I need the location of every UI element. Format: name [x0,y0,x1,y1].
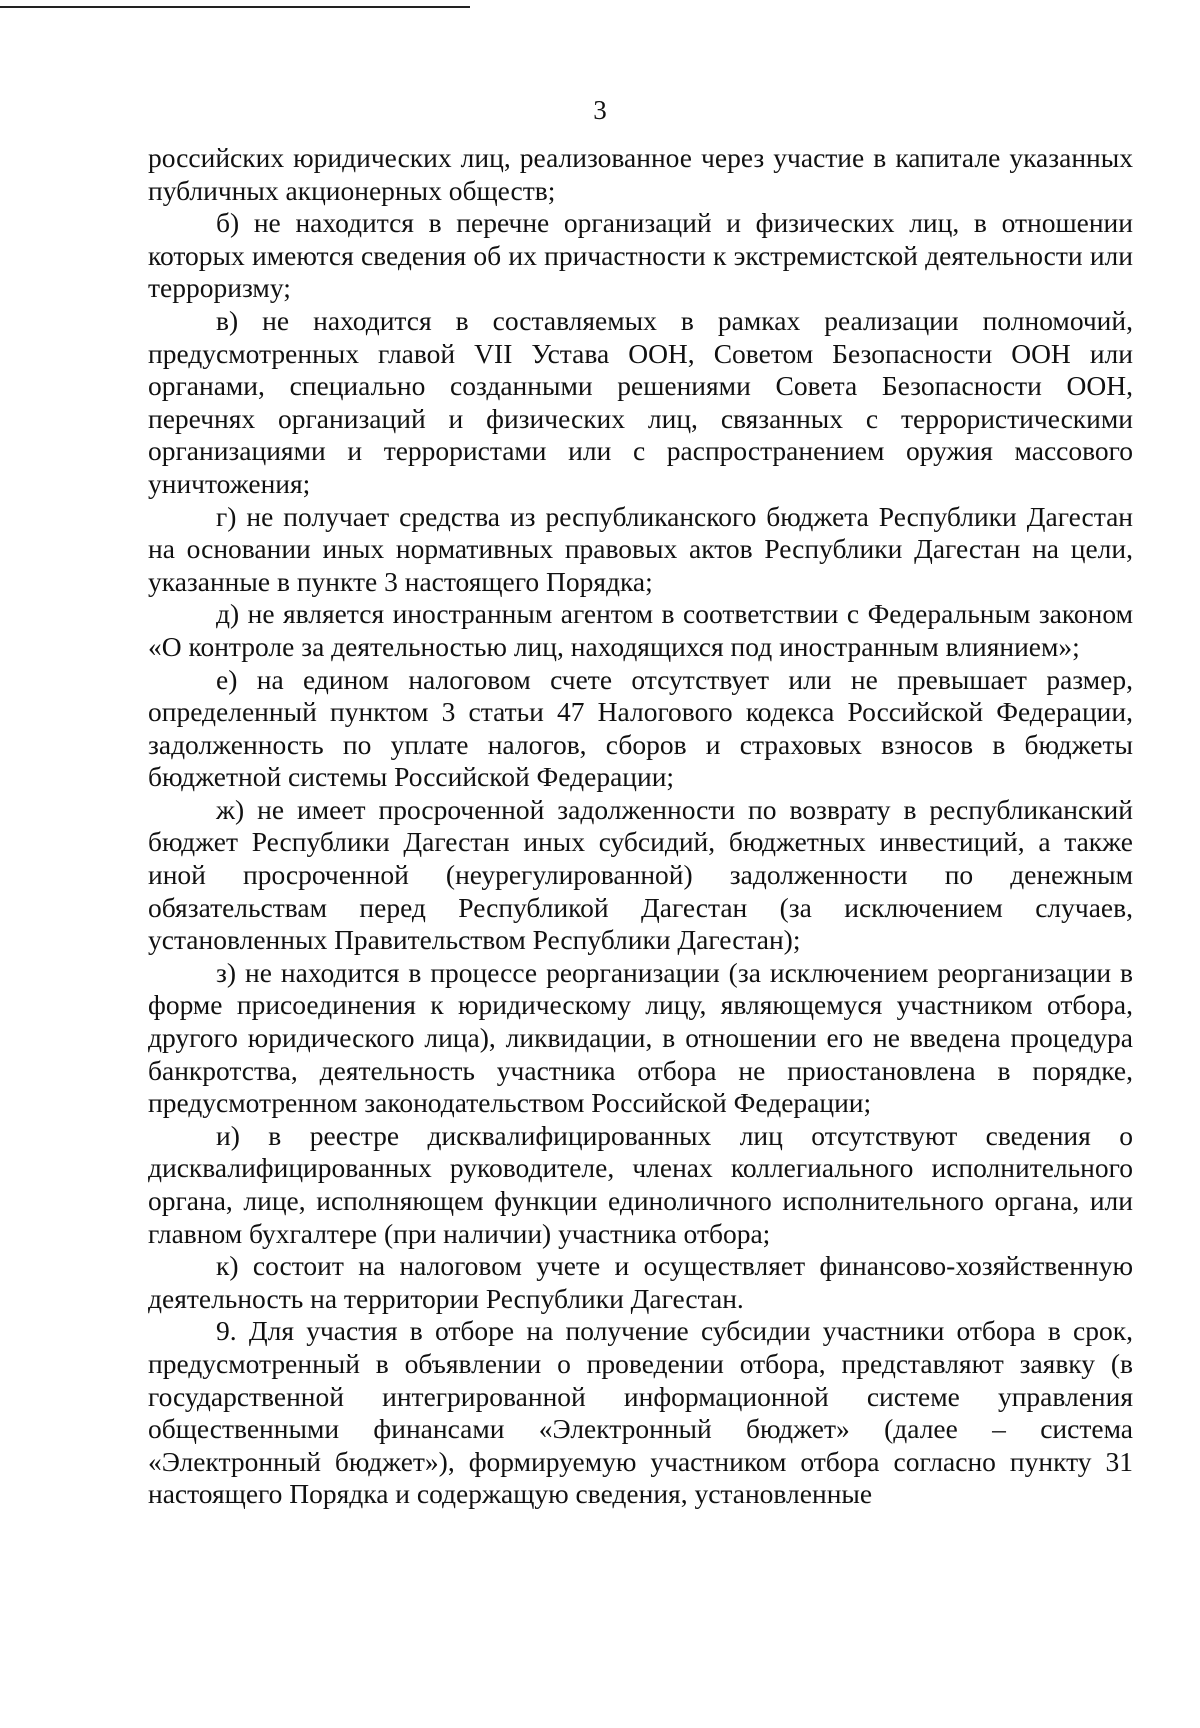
paragraph-item-v: в) не находится в составляемых в рамках реализации полномочий, предусмотренных главой VII Устава ООН, Советом Безопасности ООН или органами, специально созданными решениями Совета Безопасности ООН, перечнях организаций и физических лиц, связанных с террористическими организациями и террористами или с распространением оружия массового уничтожения; [148,304,1133,499]
page-number: 3 [593,95,607,125]
top-border-line [0,6,470,8]
paragraph-item-g: г) не получает средства из республиканского бюджета Республики Дагестан на основании иных нормативных правовых актов Республики Дагестан на цели, указанные в пункте 3 настоящего Порядка; [148,500,1133,597]
paragraph-item-e: е) на едином налоговом счете отсутствует или не превышает размер, определенный пунктом 3 статьи 47 Налогового кодекса Российской Федерации, задолженность по уплате налогов, сборов и страховых взносов в бюджеты бюджетной системы Российской Федерации; [148,663,1133,793]
paragraph-item-zh: ж) не имеет просроченной задолженности по возврату в республиканский бюджет Республики Дагестан иных субсидий, бюджетных инвестиций, а также иной просроченной (неурегулированной) задолженности по денежным обязательствам перед Республикой Дагестан (за исключением случаев, установленных Правительством Республики Дагестан); [148,793,1133,956]
paragraph-item-d: д) не является иностранным агентом в соответствии с Федеральным законом «О контроле за деятельностью лиц, находящихся под иностранным влиянием»; [148,598,1133,662]
document-body [148,142,1133,1511]
paragraph-continuation: российских юридических лиц, реализованное через участие в капитале указанных публичных акционерных обществ; [148,142,1133,206]
paragraph-item-b: б) не находится в перечне организаций и физических лиц, в отношении которых имеются сведения об их причастности к экстремистской деятельности или терроризму; [148,207,1133,304]
paragraph-clause-9: 9. Для участия в отборе на получение субсидии участники отбора в срок, предусмотренный в объявлении о проведении отбора, представляют заявку (в государственной интегрированной информационной системе управления общественными финансами «Электронный бюджет» (далее – система «Электронный бюджет»), формируемую участником отбора согласно пункту 31 настоящего Порядка и содержащую сведения, установленные [148,1315,1133,1510]
paragraph-item-k: к) состоит на налоговом учете и осуществляет финансово-хозяйственную деятельность на территории Республики Дагестан. [148,1250,1133,1314]
paragraph-item-i: и) в реестре дисквалифицированных лиц отсутствуют сведения о дисквалифицированных руководителе, членах коллегиального исполнительного органа, лице, исполняющем функции единоличного исполнительного органа, или главном бухгалтере (при наличии) участника отбора; [148,1119,1133,1249]
paragraph-item-z: з) не находится в процессе реорганизации (за исключением реорганизации в форме присоединения к юридическому лицу, являющемуся участником отбора, другого юридического лица), ликвидации, в отношении его не введена процедура банкротства, деятельность участника отбора не приостановлена в порядке, предусмотренном законодательством Российской Федерации; [148,956,1133,1119]
